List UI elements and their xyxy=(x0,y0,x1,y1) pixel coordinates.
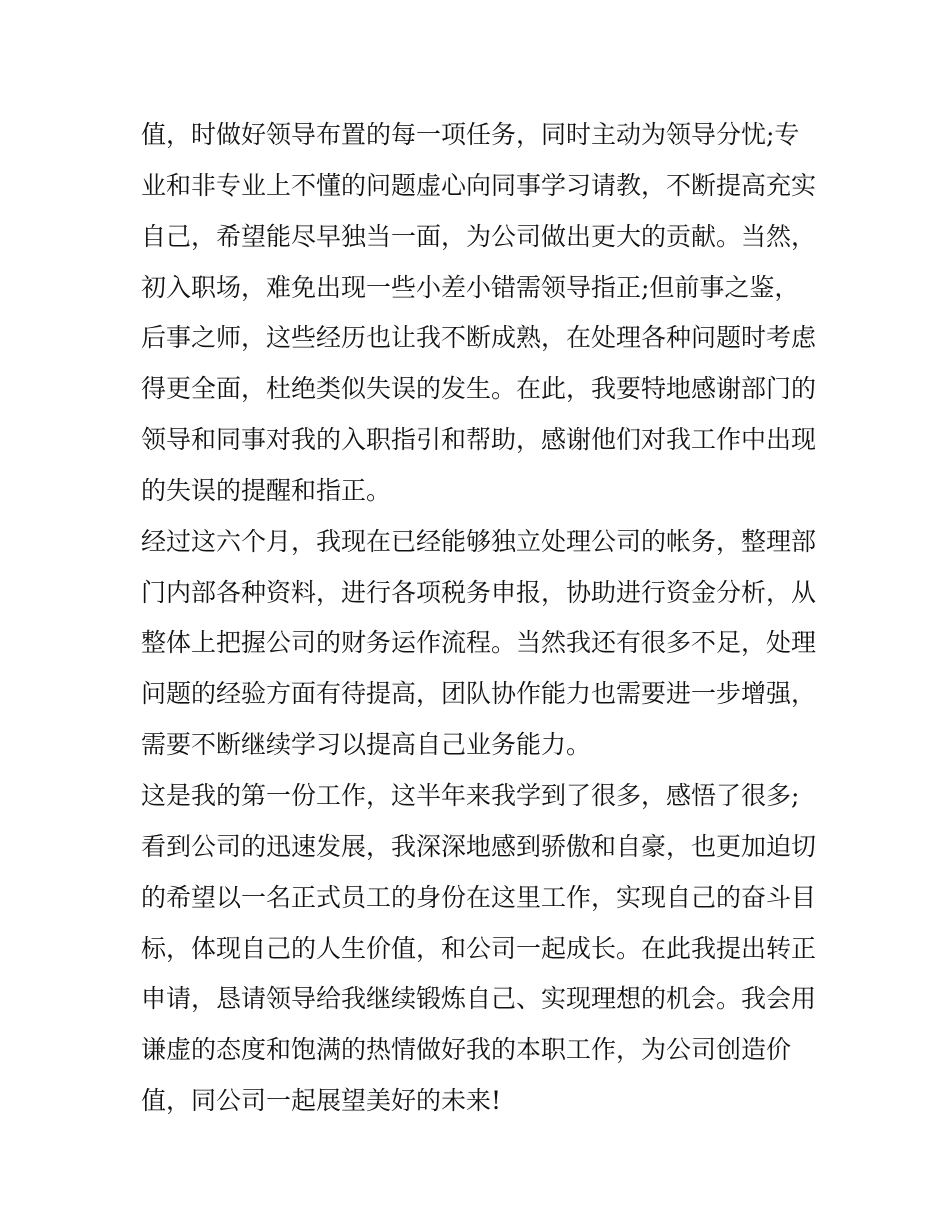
text-line: 门内部各种资料，进行各项税务申报，协助进行资金分析，从 xyxy=(141,577,817,607)
text-line: 值，时做好领导布置的每一项任务，同时主动为领导分忧;专 xyxy=(141,120,800,149)
text-line: 后事之师，这些经历也让我不断成熟，在处理各种问题时考虑 xyxy=(141,323,817,353)
text-line: 问题的经验方面有待提高，团队协作能力也需要进一步增强， xyxy=(141,679,817,709)
text-line: 经过这六个月，我现在已经能够独立处理公司的帐务，整理部 xyxy=(141,526,817,556)
text-line: 标，体现自己的人生价值，和公司一起成长。在此我提出转正 xyxy=(141,933,817,963)
text-line: 得更全面，杜绝类似失误的发生。在此，我要特地感谢部门的 xyxy=(141,374,817,404)
text-line: 这是我的第一份工作，这半年来我学到了很多，感悟了很多; xyxy=(141,780,800,810)
text-line: 谦虚的态度和饱满的热情做好我的本职工作，为公司创造价 xyxy=(141,1035,792,1065)
text-line: 初入职场，难免出现一些小差小错需领导指正;但前事之鉴， xyxy=(141,272,800,302)
text-line: 业和非专业上不懂的问题虚心向同事学习请教，不断提高充实 xyxy=(141,170,817,200)
text-line: 整体上把握公司的财务运作流程。当然我还有很多不足，处理 xyxy=(141,628,817,658)
text-line: 的失误的提醒和指正。 xyxy=(141,475,392,505)
text-line: 自己，希望能尽早独当一面，为公司做出更大的贡献。当然， xyxy=(141,221,817,251)
text-line: 看到公司的迅速发展，我深深地感到骄傲和自豪，也更加迫切 xyxy=(141,831,817,861)
text-line: 的希望以一名正式员工的身份在这里工作，实现自己的奋斗目 xyxy=(141,882,817,912)
document-body xyxy=(141,110,821,1127)
text-line: 值，同公司一起展望美好的未来! xyxy=(141,1086,502,1116)
text-line: 需要不断继续学习以提高自己业务能力。 xyxy=(141,730,592,760)
text-line: 领导和同事对我的入职指引和帮助，感谢他们对我工作中出现 xyxy=(141,425,817,455)
text-line: 申请，恳请领导给我继续锻炼自己、实现理想的机会。我会用 xyxy=(141,984,817,1014)
